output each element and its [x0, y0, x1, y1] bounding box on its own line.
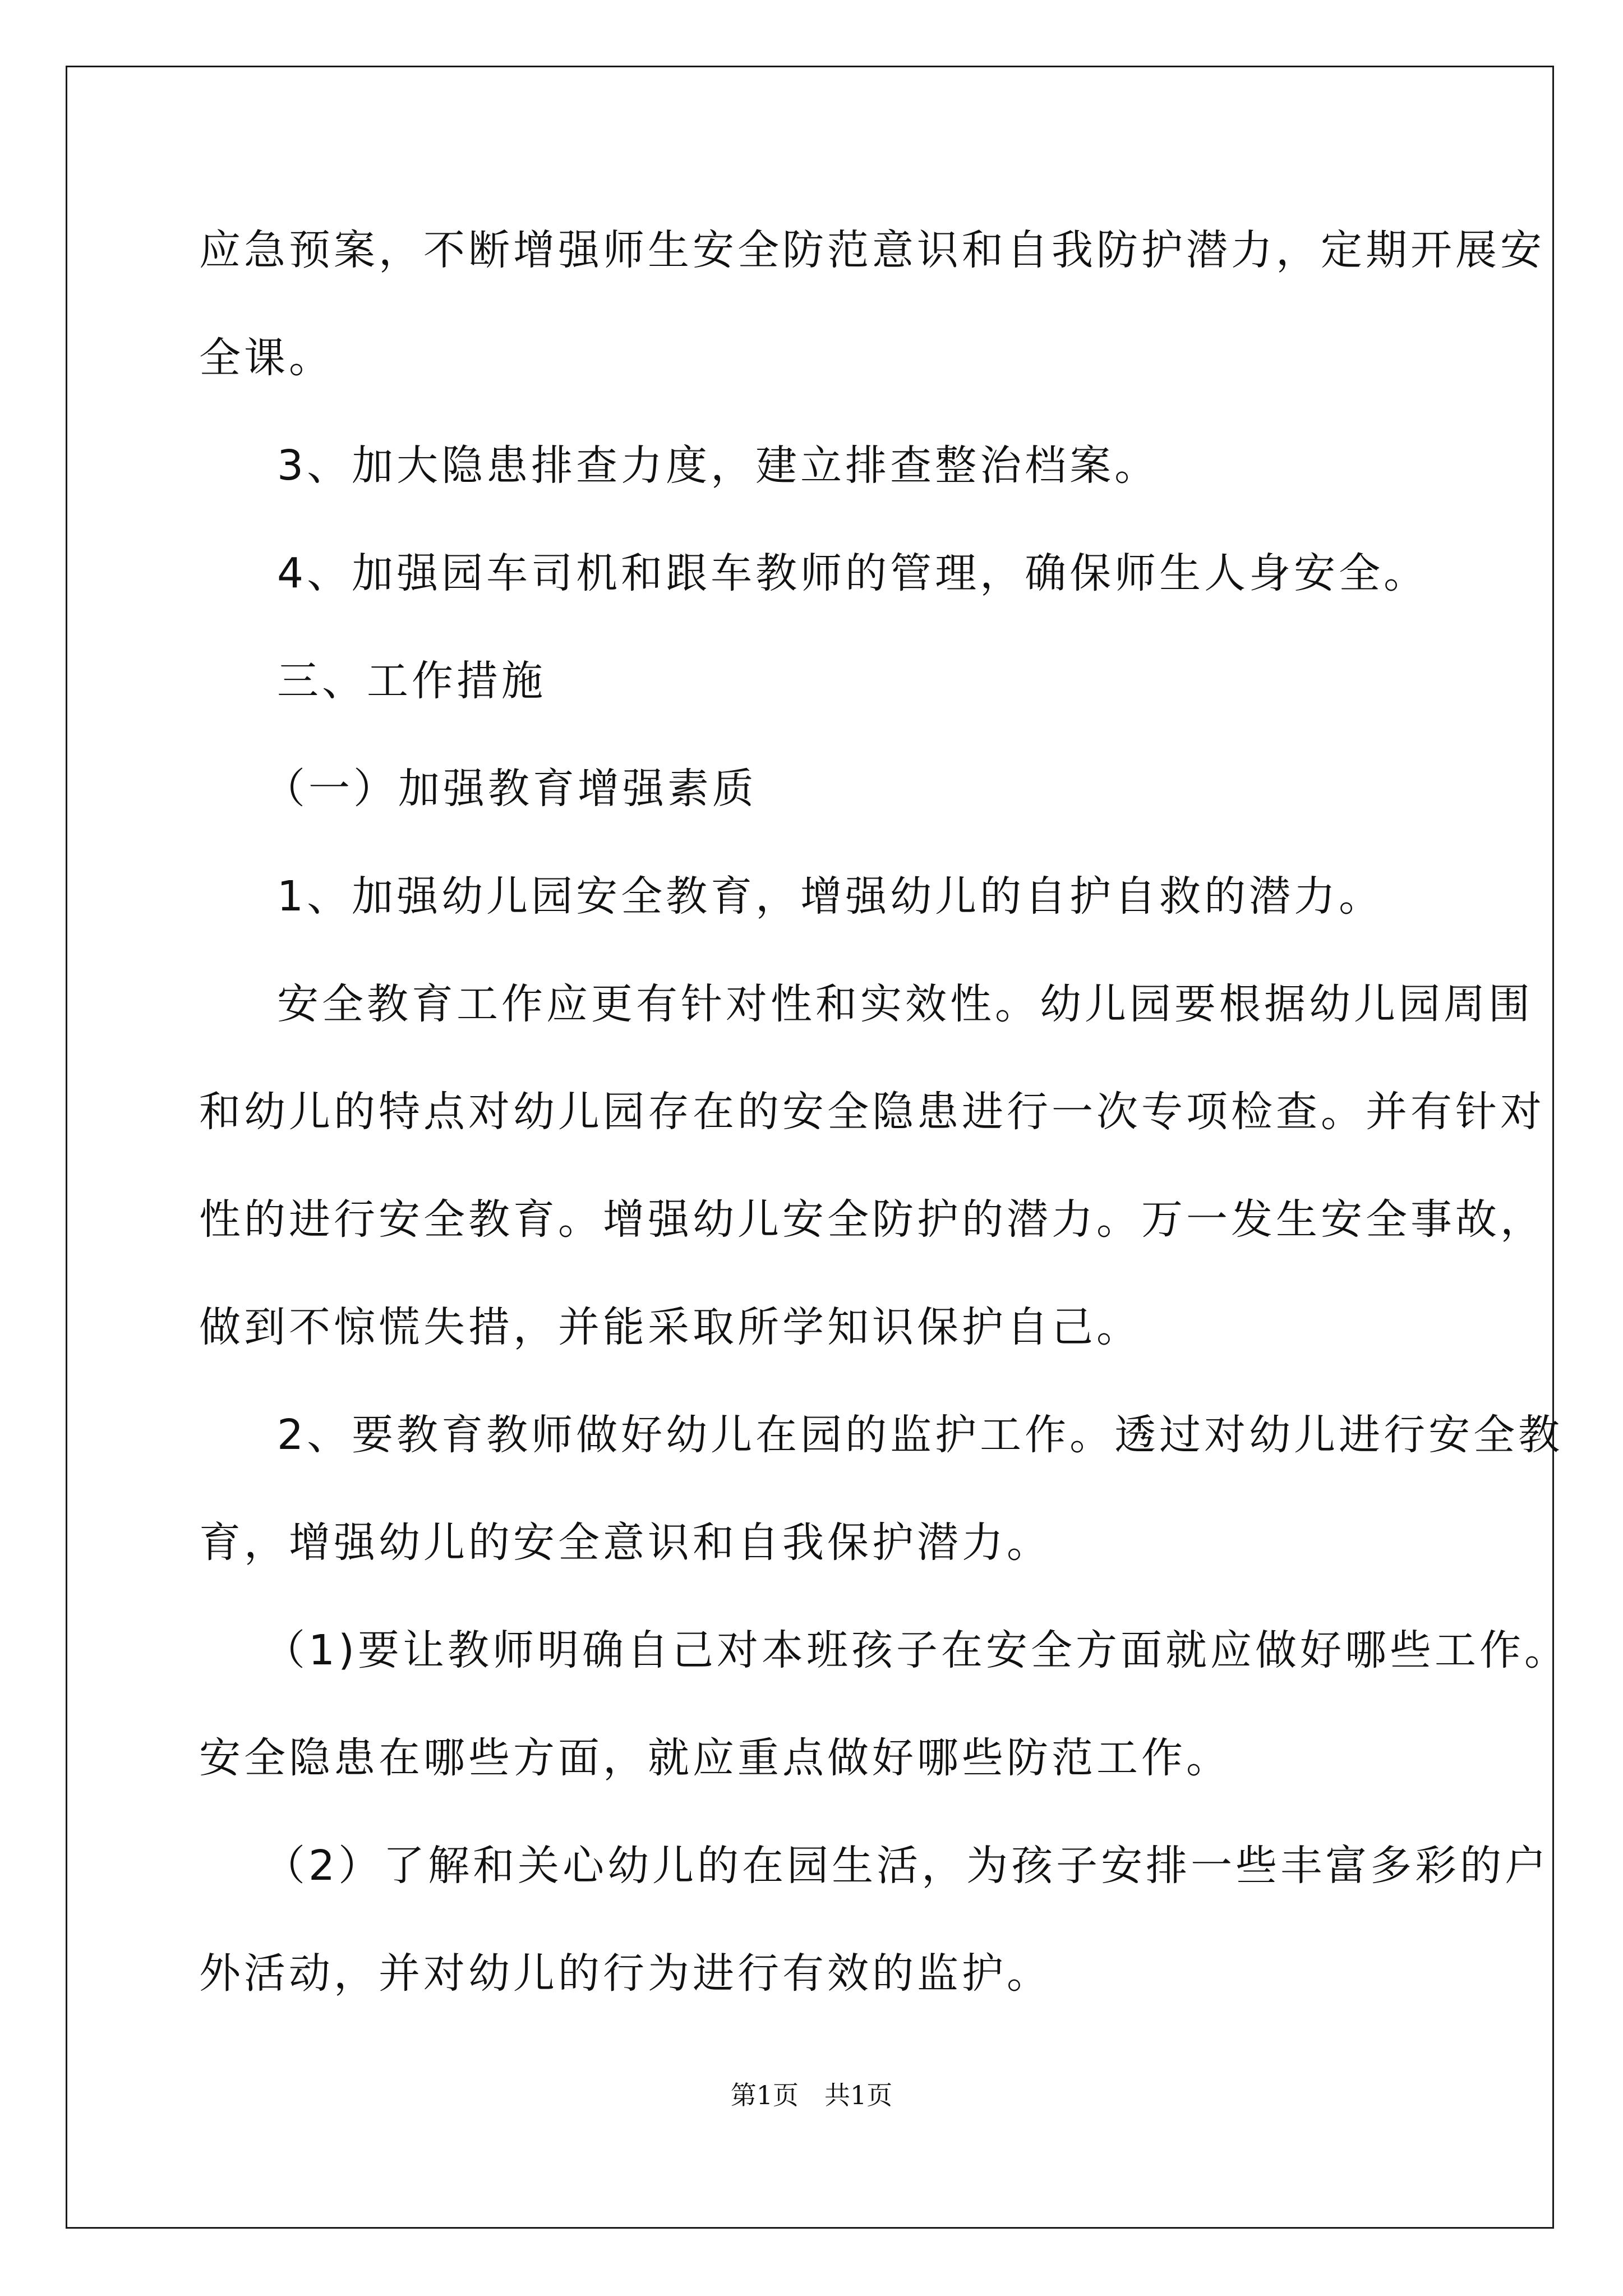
text-line: 和幼儿的特点对幼儿园存在的安全隐患进行一次专项检查。并有针对: [199, 1088, 1545, 1136]
page-number: 第1页 共1页: [730, 2080, 893, 2110]
text-line: （1)要让教师明确自己对本班孩子在安全方面就应做好哪些工作。: [264, 1626, 1569, 1674]
text-line: （2）了解和关心幼儿的在园生活，为孩子安排一些丰富多彩的户: [264, 1842, 1550, 1890]
section-heading: 三、工作措施: [277, 657, 546, 705]
page-frame: [66, 66, 1554, 2229]
text-line: 育，增强幼儿的安全意识和自我保护潜力。: [199, 1519, 1052, 1567]
subsection-heading: （一）加强教育增强素质: [264, 765, 757, 813]
text-line: 安全教育工作应更有针对性和实效性。幼儿园要根据幼儿园周围: [277, 980, 1533, 1028]
text-line: 性的进行安全教育。增强幼儿安全防护的潜力。万一发生安全事故，: [199, 1195, 1545, 1244]
text-line: 4、加强园车司机和跟车教师的管理，确保师生人身安全。: [277, 549, 1429, 597]
text-line: 2、要教育教师做好幼儿在园的监护工作。透过对幼儿进行安全教: [277, 1411, 1564, 1459]
text-line: 安全隐患在哪些方面，就应重点做好哪些防范工作。: [199, 1734, 1231, 1782]
text-line: 做到不惊慌失措，并能采取所学知识保护自己。: [199, 1303, 1141, 1351]
text-line: 应急预案，不断增强师生安全防范意识和自我防护潜力，定期开展安: [199, 226, 1545, 274]
text-line: 3、加大隐患排查力度，建立排查整治档案。: [277, 441, 1160, 490]
text-line: 1、加强幼儿园安全教育，增强幼儿的自护自救的潜力。: [277, 872, 1384, 921]
text-line: 全课。: [199, 334, 334, 382]
text-line: 外活动，并对幼儿的行为进行有效的监护。: [199, 1949, 1052, 1998]
